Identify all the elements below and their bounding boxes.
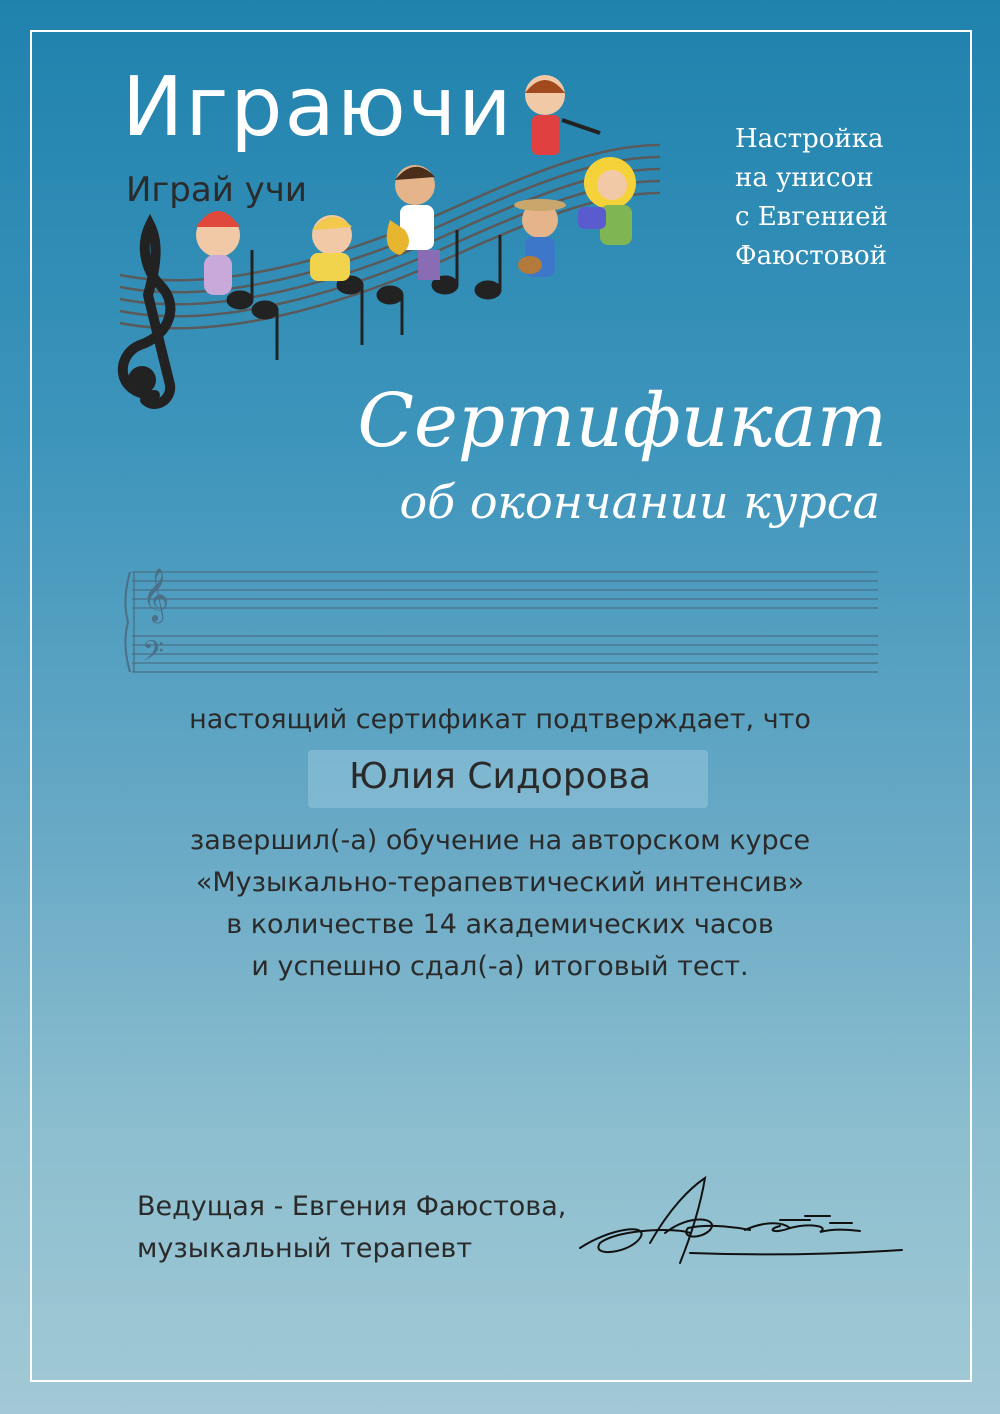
- treble-clef-icon: 𝄞: [142, 567, 170, 621]
- statement-line: и успешно сдал(-а) итоговый тест.: [251, 951, 749, 982]
- certificate-title: Сертификат: [357, 378, 887, 464]
- recipient-name: Юлия Сидорова: [349, 756, 651, 797]
- signatory-role: музыкальный терапевт: [137, 1233, 473, 1264]
- logo-title: Играючи: [122, 60, 514, 155]
- intro-text: настоящий сертификат подтверждает, что: [189, 704, 811, 735]
- statement-line: «Музыкально-терапевтический интенсив»: [195, 867, 805, 898]
- tagline-line: Настройка: [735, 124, 884, 154]
- tagline-line: на унисон: [735, 163, 874, 193]
- certificate-subtitle: об окончании курса: [399, 475, 880, 529]
- tagline-line: с Евгенией: [735, 202, 888, 232]
- tagline: [735, 120, 935, 276]
- signatory-block: [137, 1186, 566, 1270]
- grand-staff-decoration: [120, 560, 885, 680]
- signatory-name: Ведущая - Евгения Фаюстова,: [137, 1191, 567, 1222]
- tagline-line: Фаюстовой: [735, 241, 887, 271]
- completion-statement: [0, 820, 1000, 988]
- handwritten-signature: [570, 1168, 910, 1268]
- statement-line: завершил(-а) обучение на авторском курсе: [189, 825, 811, 856]
- bass-clef-icon: 𝄢: [142, 635, 164, 675]
- logo-subtitle: Играй учи: [126, 170, 307, 210]
- statement-line: в количестве 14 академических часов: [226, 909, 774, 940]
